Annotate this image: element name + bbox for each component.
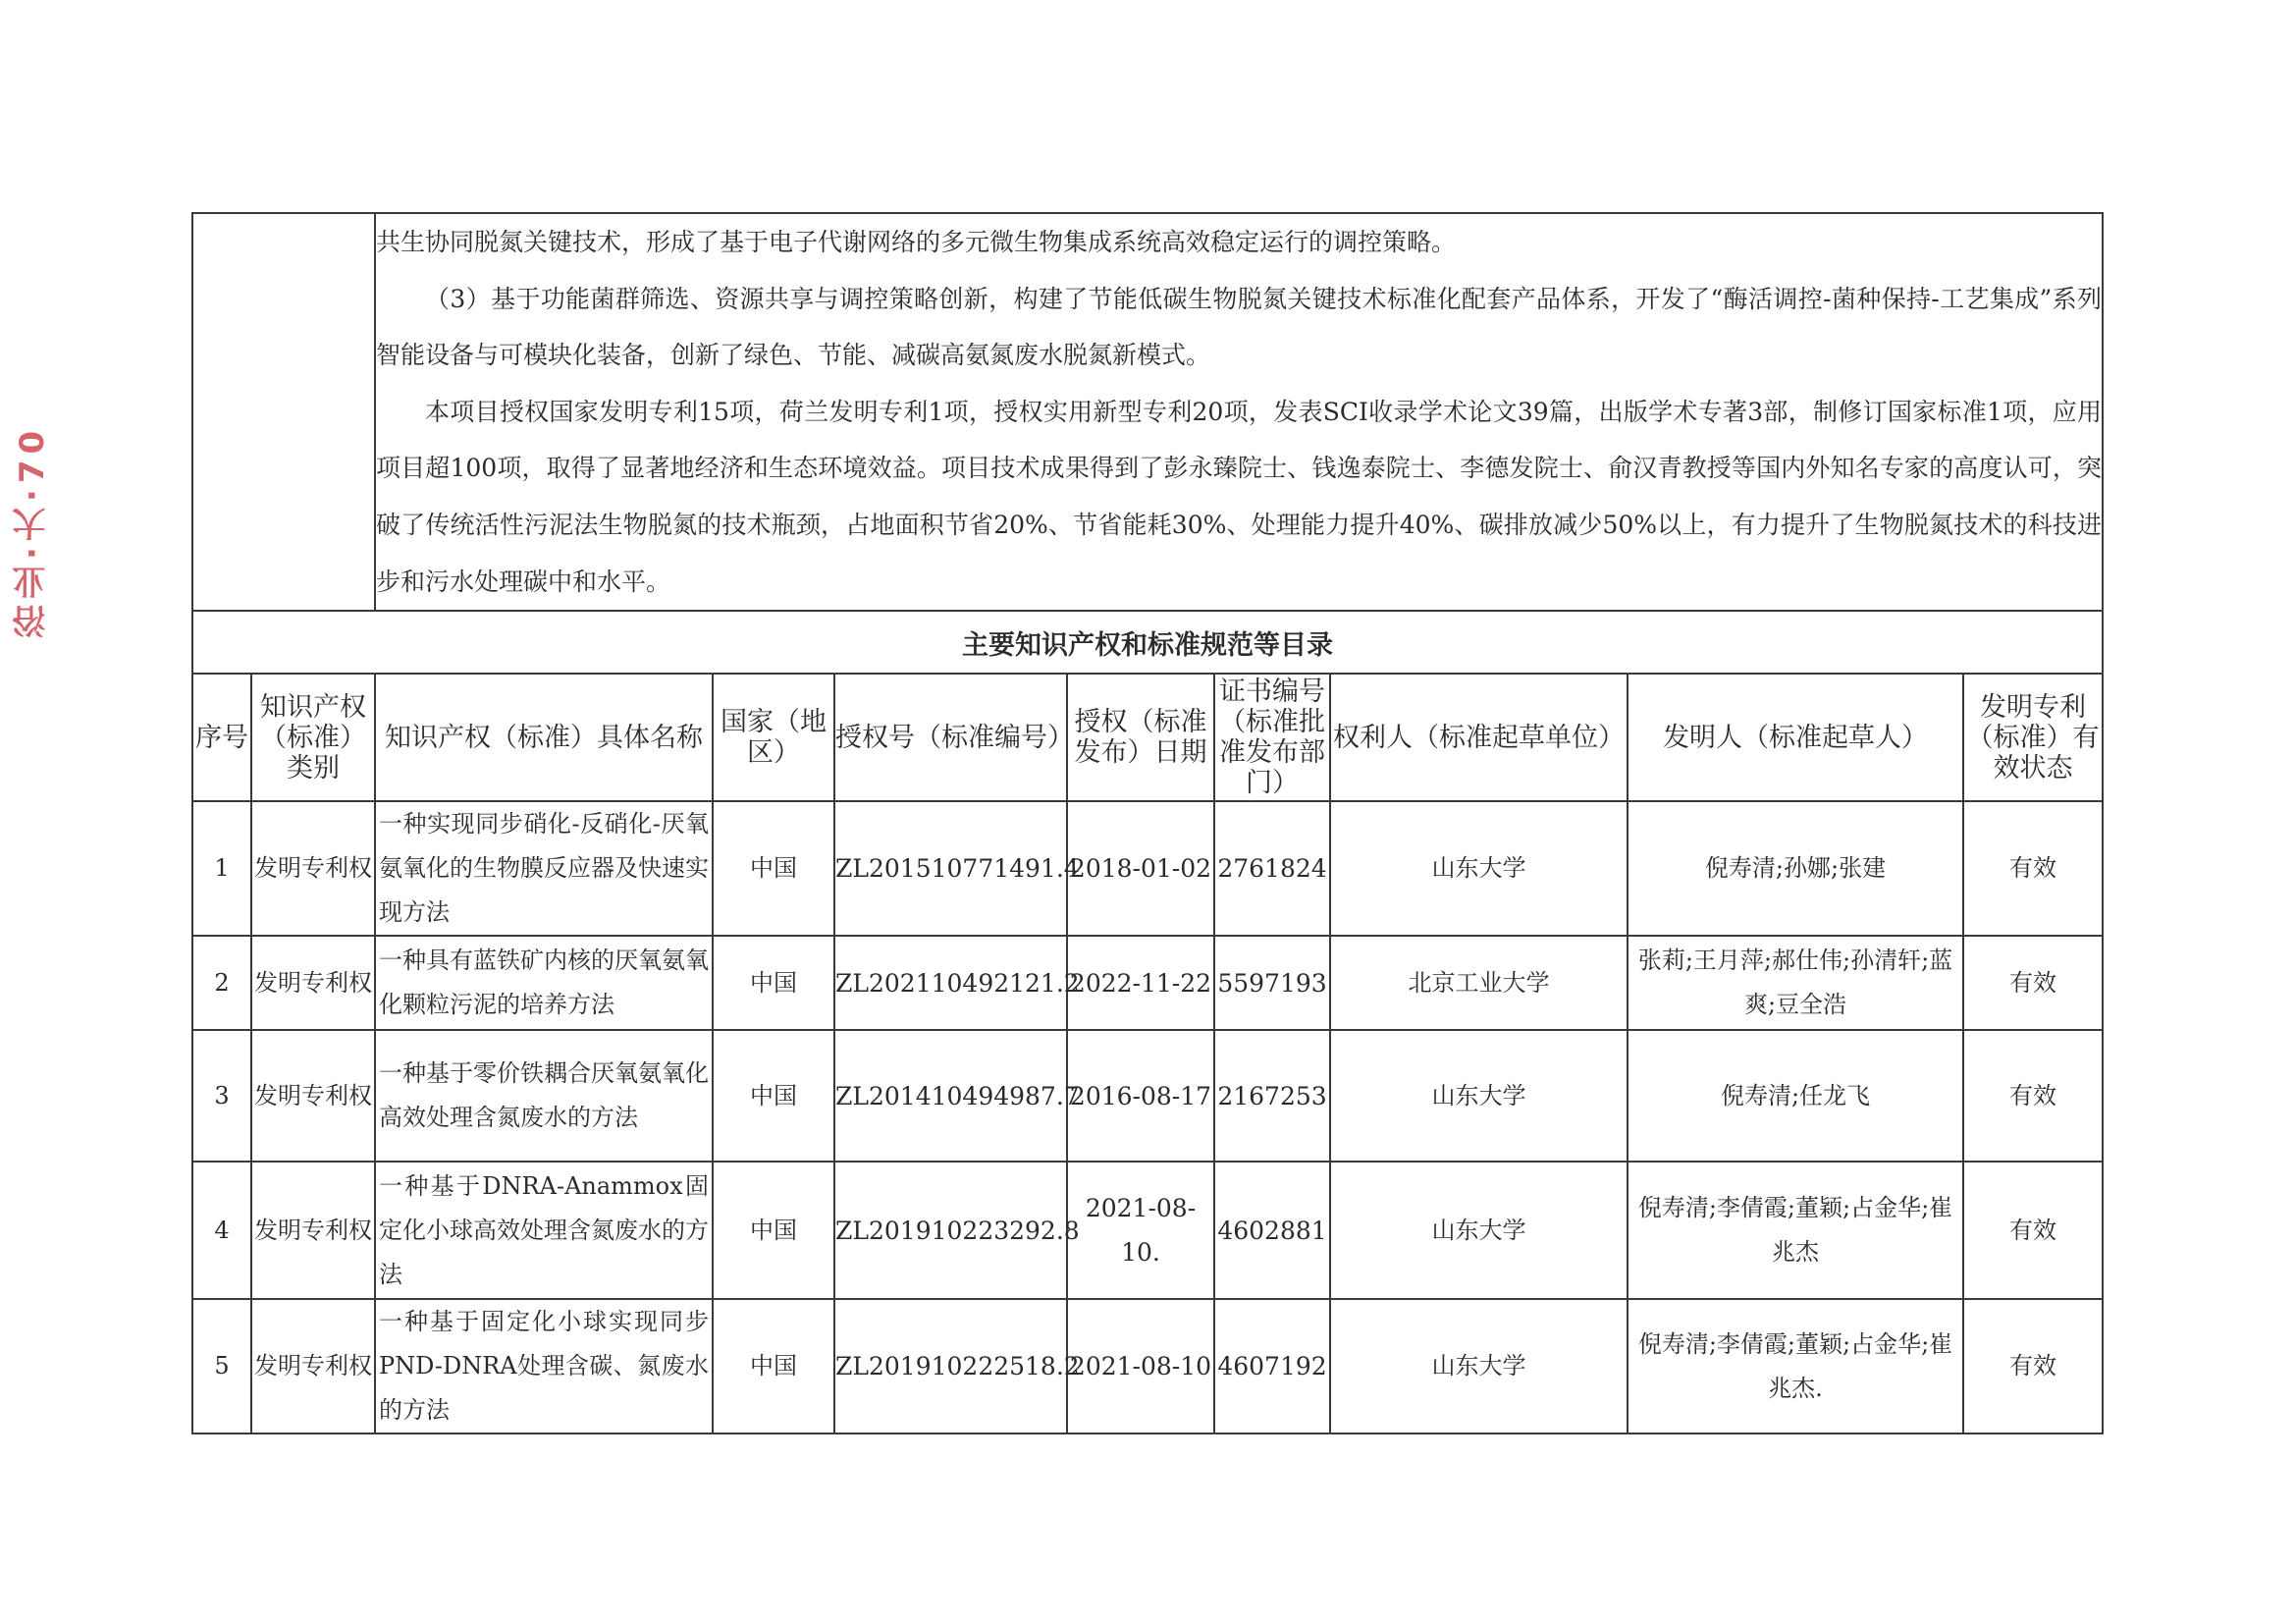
cell-no: 3	[192, 1030, 251, 1162]
cell-inventors: 倪寿清;孙娜;张建	[1628, 801, 1963, 936]
table-row	[192, 801, 2103, 936]
cell-cert: 4602881	[1214, 1162, 1330, 1299]
header-owner: 权利人（标准起草单位）	[1330, 674, 1628, 801]
header-number: 授权号（标准编号）	[834, 674, 1067, 801]
cell-owner: 北京工业大学	[1330, 936, 1628, 1030]
intro-paragraph-3: 本项目授权国家发明专利15项，荷兰发明专利1项，授权实用新型专利20项，发表SCI收录学术论文39篇，出版学术专著3部，制修订国家标准1项，应用项目超100项，取得了显著地经济和生态环境效益。项目技术成果得到了彭永臻院士、钱逸泰院士、李德发院士、俞汉青教授等国内外知名专家的高度认可，突破了传统活性污泥法生物脱氮的技术瓶颈，占地面积节省20%、节省能耗30%、处理能力提升40%、碳排放减少50%以上，有力提升了生物脱氮技术的科技进步和污水处理碳中和水平。	[376, 397, 2103, 596]
red-seal-stamp: 浴业·大·70	[13, 424, 52, 638]
cell-owner: 山东大学	[1330, 801, 1628, 936]
section-title: 主要知识产权和标准规范等目录	[192, 611, 2103, 674]
table-row	[192, 936, 2103, 1030]
cell-status: 有效	[1963, 936, 2103, 1030]
cell-no: 5	[192, 1299, 251, 1434]
cell-type: 发明专利权	[251, 1299, 375, 1434]
intro-paragraph-2: （3）基于功能菌群筛选、资源共享与调控策略创新，构建了节能低碳生物脱氮关键技术标准化配套产品体系，开发了“酶活调控-菌种保持-工艺集成”系列智能设备与可模块化装备，创新了绿色、节能、减碳高氨氮废水脱氮新模式。	[376, 284, 2103, 370]
intro-text-cell	[375, 213, 2103, 611]
cell-name: 一种具有蓝铁矿内核的厌氧氨氧化颗粒污泥的培养方法	[375, 936, 713, 1030]
cell-no: 1	[192, 801, 251, 936]
cell-owner: 山东大学	[1330, 1162, 1628, 1299]
table-row	[192, 1299, 2103, 1434]
cell-name: 一种实现同步硝化-反硝化-厌氧氨氧化的生物膜反应器及快速实现方法	[375, 801, 713, 936]
cell-type: 发明专利权	[251, 1030, 375, 1162]
cell-status: 有效	[1963, 1162, 2103, 1299]
cell-cert: 2167253	[1214, 1030, 1330, 1162]
cell-number: ZL201510771491.4	[834, 801, 1067, 936]
cell-cert: 2761824	[1214, 801, 1330, 936]
table-row	[192, 1162, 2103, 1299]
cell-name: 一种基于零价铁耦合厌氧氨氧化高效处理含氮废水的方法	[375, 1030, 713, 1162]
header-inventors: 发明人（标准起草人）	[1628, 674, 1963, 801]
cell-status: 有效	[1963, 801, 2103, 936]
cell-cert: 5597193	[1214, 936, 1330, 1030]
cell-date: 2018-01-02	[1067, 801, 1214, 936]
cell-number: ZL201910222518.2	[834, 1299, 1067, 1434]
project-table	[191, 212, 2104, 1434]
table-header-row	[192, 674, 2103, 801]
section-title-row	[192, 611, 2103, 674]
cell-inventors: 倪寿清;李倩霞;董颖;占金华;崔兆杰.	[1628, 1299, 1963, 1434]
cell-inventors: 张莉;王月萍;郝仕伟;孙清轩;蓝爽;豆全浩	[1628, 936, 1963, 1030]
cell-number: ZL202110492121.2	[834, 936, 1067, 1030]
cell-date: 2021-08-10.	[1067, 1162, 1214, 1299]
intro-row	[192, 213, 2103, 611]
cell-inventors: 倪寿清;任龙飞	[1628, 1030, 1963, 1162]
cell-type: 发明专利权	[251, 801, 375, 936]
intro-left-blank	[192, 213, 375, 611]
cell-name: 一种基于固定化小球实现同步PND-DNRA处理含碳、氮废水的方法	[375, 1299, 713, 1434]
header-cert: 证书编号（标准批准发布部门）	[1214, 674, 1330, 801]
header-status: 发明专利（标准）有效状态	[1963, 674, 2103, 801]
cell-country: 中国	[713, 1030, 834, 1162]
cell-name: 一种基于DNRA-Anammox固定化小球高效处理含氮废水的方法	[375, 1162, 713, 1299]
cell-owner: 山东大学	[1330, 1030, 1628, 1162]
cell-owner: 山东大学	[1330, 1299, 1628, 1434]
cell-cert: 4607192	[1214, 1299, 1330, 1434]
header-date: 授权（标准发布）日期	[1067, 674, 1214, 801]
cell-country: 中国	[713, 1299, 834, 1434]
header-no: 序号	[192, 674, 251, 801]
cell-status: 有效	[1963, 1030, 2103, 1162]
cell-country: 中国	[713, 801, 834, 936]
cell-type: 发明专利权	[251, 936, 375, 1030]
cell-status: 有效	[1963, 1299, 2103, 1434]
cell-number: ZL201910223292.8	[834, 1162, 1067, 1299]
header-type: 知识产权（标准）类别	[251, 674, 375, 801]
cell-no: 4	[192, 1162, 251, 1299]
document-page	[191, 212, 2102, 1434]
header-name: 知识产权（标准）具体名称	[375, 674, 713, 801]
cell-number: ZL201410494987.7	[834, 1030, 1067, 1162]
intro-paragraph-1: 共生协同脱氮关键技术，形成了基于电子代谢网络的多元微生物集成系统高效稳定运行的调控策略。	[376, 228, 1457, 256]
cell-country: 中国	[713, 1162, 834, 1299]
header-country: 国家（地区）	[713, 674, 834, 801]
cell-inventors: 倪寿清;李倩霞;董颖;占金华;崔兆杰	[1628, 1162, 1963, 1299]
cell-no: 2	[192, 936, 251, 1030]
cell-date: 2016-08-17	[1067, 1030, 1214, 1162]
table-row	[192, 1030, 2103, 1162]
cell-date: 2021-08-10	[1067, 1299, 1214, 1434]
cell-country: 中国	[713, 936, 834, 1030]
cell-date: 2022-11-22	[1067, 936, 1214, 1030]
cell-type: 发明专利权	[251, 1162, 375, 1299]
